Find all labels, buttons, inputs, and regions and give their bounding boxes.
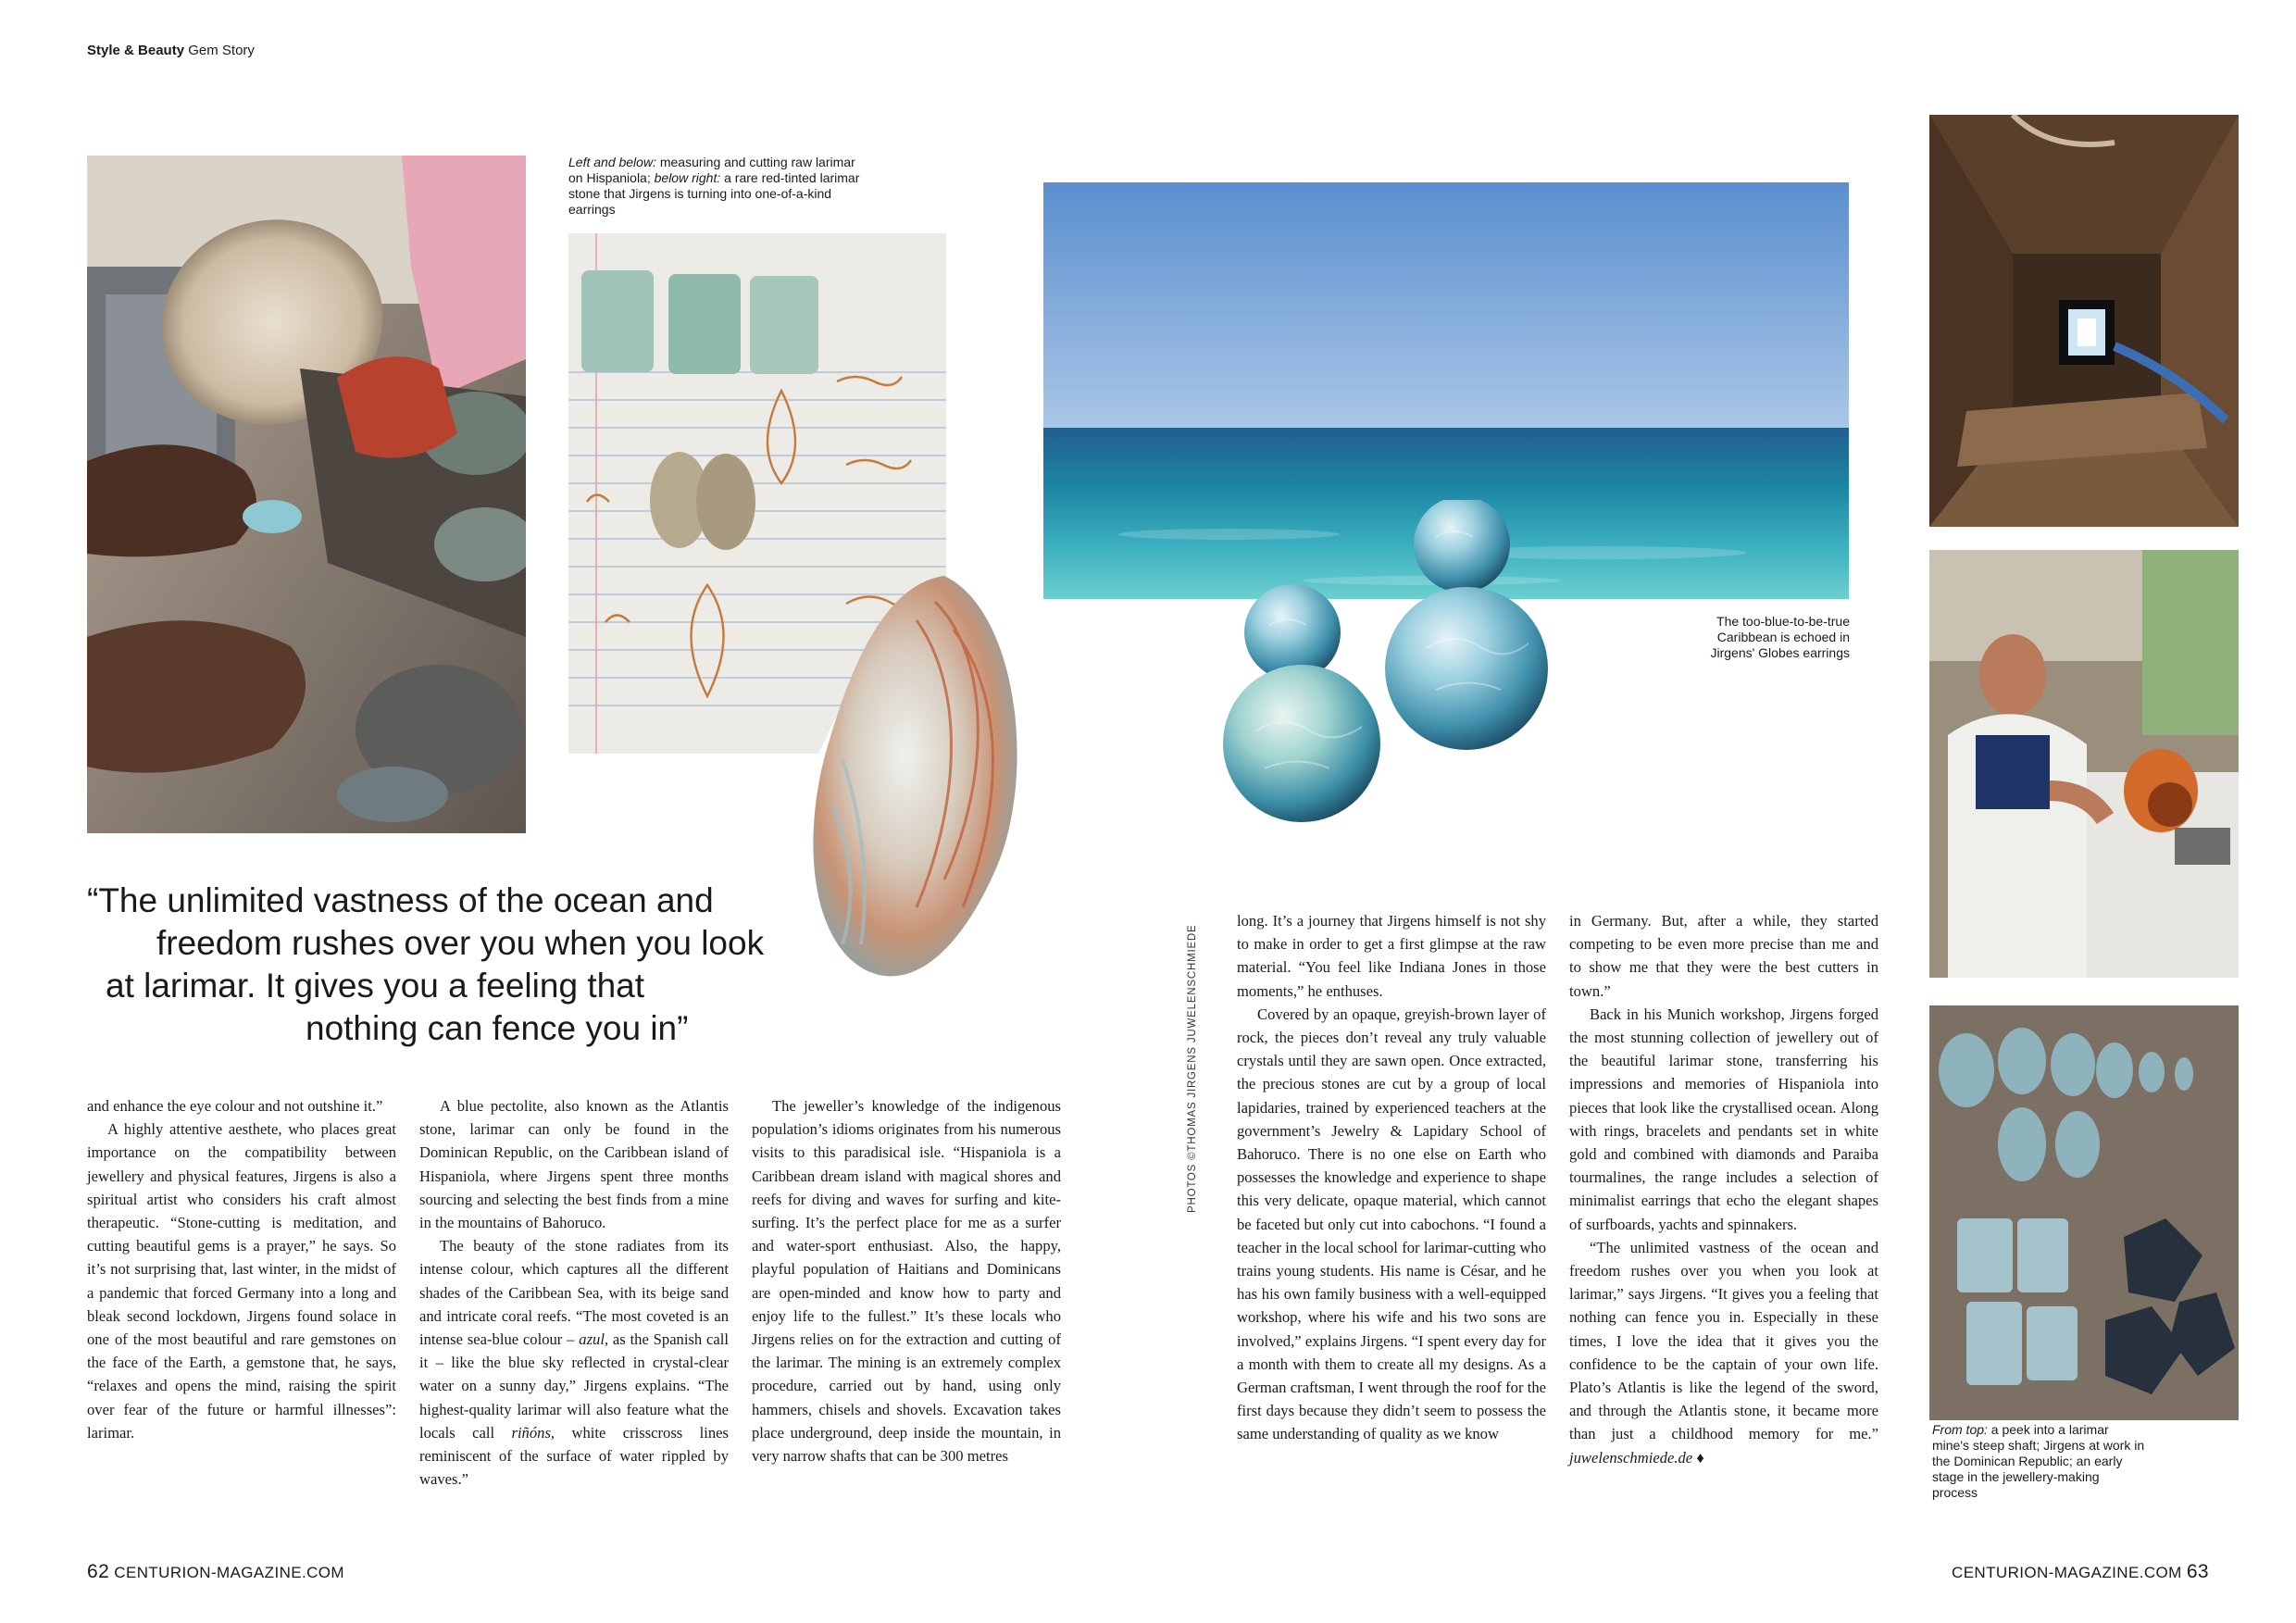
pull-quote-line: freedom rushes over you when you look: [156, 924, 765, 962]
paragraph: A blue pectolite, also known as the Atlantis stone, larimar can only be found in the Dominican Republic, on the Caribbean island of Hispaniola, where Jirgens spent three months sourcing and selecting the best finds from a mine in the mountains of Bahoruco.: [419, 1097, 729, 1232]
pull-quote-line: nothing can fence you in”: [306, 1009, 689, 1047]
paragraph: The beauty of the stone radiates from its intense colour, which captures all the different shades of the Caribbean Sea, with its beige sand and intricate coral reefs. “The most coveted is an intense sea-blue colour – azul, as the Spanish call it – like the blue sky reflected in crystal-clear water on a sunny day,” Jirgens explains. “The highest-quality larimar will also feature what the locals call riñóns, white crisscross lines reminiscent of the surface of water rippled by waves.”: [419, 1237, 730, 1489]
photo-jewellery-early-stage: [1929, 1005, 2239, 1420]
site-url-left: CENTURION-MAGAZINE.COM: [114, 1564, 344, 1581]
photo-hands-cutting-larimar: [87, 156, 526, 833]
body-column-5: [1569, 909, 1878, 1469]
globe-large-left: [1223, 665, 1380, 822]
photo-credit: PHOTOS ©THOMAS JIRGENS JUWELENSCHMIEDE: [1187, 924, 1198, 1213]
pull-quote: [87, 880, 828, 1055]
caption-measuring-cutting: [568, 155, 865, 218]
globe-large-right: [1385, 587, 1548, 750]
section-label: Style & Beauty: [87, 43, 185, 58]
subsection-label: Gem Story: [188, 43, 255, 58]
paragraph: long. It’s a journey that Jirgens himself is not shy to make in order to get a first glimpse at the raw material. “You feel like Indiana Jones in those moments,” he enthuses.: [1237, 912, 1546, 1000]
caption-caribbean-globes: [1709, 614, 1850, 661]
pull-quote-line: “The unlimited vastness of the ocean and: [87, 881, 714, 919]
website-link[interactable]: juwelenschmiede.de: [1569, 1448, 1693, 1467]
folio-right: [1952, 1561, 2209, 1583]
running-head: [87, 43, 255, 58]
page-number-left: 62: [87, 1561, 110, 1582]
caption-text: measuring and cutting raw larimar on Hispaniola;: [568, 155, 855, 185]
page-number-right: 63: [2186, 1561, 2209, 1582]
site-url-right: CENTURION-MAGAZINE.COM: [1952, 1564, 2182, 1581]
paragraph: and enhance the eye colour and not outshine it.”: [87, 1097, 383, 1115]
caption-text: The too-blue-to-be-true Caribbean is echoed in Jirgens' Globes earrings: [1710, 614, 1850, 660]
paragraph: Covered by an opaque, greyish-brown layer of rock, the pieces don’t reveal any truly valuable crystals until they are sawn open. Once extracted, the precious stones are cut by a group of local lapidaries, trained by experienced teachers at the government’s Jewelry & Lapidary School of Bahoruco. There is no one else on Earth who possesses the knowledge and experience to shape this very delicate, opaque material, which cannot be faceted but only cut into cabochons. “I found a teacher in the local school for larimar-cutting who trains young students. His name is César, and he has his own family business with a well-equipped workshop, where his wife and his two sons are involved,” explains Jirgens. “I spent every day for a month with them to create all my designs. As a German craftsman, I went through the roof for the first days because they didn’t seem to possess the same understanding of quality as we know: [1237, 1005, 1546, 1443]
caption-text: a rare red-tinted larimar stone that Jirgens is turning into one-of-a-kind earrings: [568, 170, 860, 217]
caption-text: a peek into a larimar mine's steep shaft; Jirgens at work in the Dominican Republic; an early stage in the jewellery-making process: [1932, 1422, 2145, 1500]
body-column-2: [419, 1094, 729, 1491]
paragraph: “The unlimited vastness of the ocean and freedom rushes over you when you look at larimar,” says Jirgens. “It gives you a feeling that nothing can fence you in. Especially in these times, I love the idea that it gives you the confidence to be the captain of your own life. Plato’s Atlantis is like the legend of the sword, and through the Atlantis stone, it became more than just a childhood memory for me.” juwelenschmiede.de ♦: [1569, 1238, 1878, 1467]
paragraph: Back in his Munich workshop, Jirgens forged the most stunning collection of jewellery out of the beautiful larimar stone, transferring his impressions and memories of Hispaniola into pieces that look like the crystallised ocean. Along with rings, bracelets and pendants set in white gold and combined with diamonds and Paraiba tourmalines, the range includes a selection of minimalist earrings that echo the elegant shapes of surfboards, yachts and spinnakers.: [1569, 1005, 1878, 1233]
paragraph: in Germany. But, after a while, they started competing to be even more precise than me and to show me that they were the best cutters in town.”: [1569, 912, 1878, 1000]
photo-jirgens-at-work: [1929, 550, 2239, 978]
photo-red-tinted-larimar-stone: [805, 574, 1031, 987]
folio-left: [87, 1561, 344, 1583]
body-column-3: [752, 1094, 1061, 1467]
caption-from-top: [1932, 1422, 2145, 1501]
caption-italic-lead: below right:: [654, 170, 721, 185]
caption-italic-lead: From top:: [1932, 1422, 1988, 1437]
paragraph: A highly attentive aesthete, who places great importance on the compatibility between jewellery and physical features, Jirgens is also a spiritual artist who considers his craft almost therapeutic. “Stone-cutting is meditation, and cutting beautiful gems is a prayer,” he says. So it’s not surprising that, last winter, in the midst of a pandemic that forced Germany into a long and bleak second lockdown, Jirgens found solace in one of the most beautiful and rare gemstones on the face of the Earth, a gemstone that, he says, “relaxes and opens the mind, raising the spirit over fear of the future or harmful illnesses”: larimar.: [87, 1120, 396, 1442]
photo-mine-shaft: [1929, 115, 2239, 527]
caption-italic-lead: Left and below:: [568, 155, 656, 169]
pull-quote-line: at larimar. It gives you a feeling that: [106, 967, 645, 1005]
body-column-1: [87, 1094, 396, 1444]
illustration-globes-earrings: [1200, 500, 1555, 963]
paragraph: The jeweller’s knowledge of the indigenous population’s idioms originates from his numerous visits to this paradisical isle. “Hispaniola is a Caribbean dream island with magical shores and reefs for diving and waves for surfing and kite-surfing. It’s the perfect place for me as a surfer and water-sport enthusiast. Also, the happy, playful population of Haitians and Dominicans are open-minded and know how to party and enjoy life to the fullest.” It’s these locals who Jirgens relies on for the extraction and cutting of the larimar. The mining is an extremely complex procedure, carried out by hand, using only hammers, chisels and shovels. Excavation takes place underground, deep inside the mountain, in very narrow shafts that can be 300 metres: [752, 1097, 1061, 1466]
globe-small-right: [1414, 500, 1510, 593]
body-column-4: [1237, 909, 1546, 1446]
